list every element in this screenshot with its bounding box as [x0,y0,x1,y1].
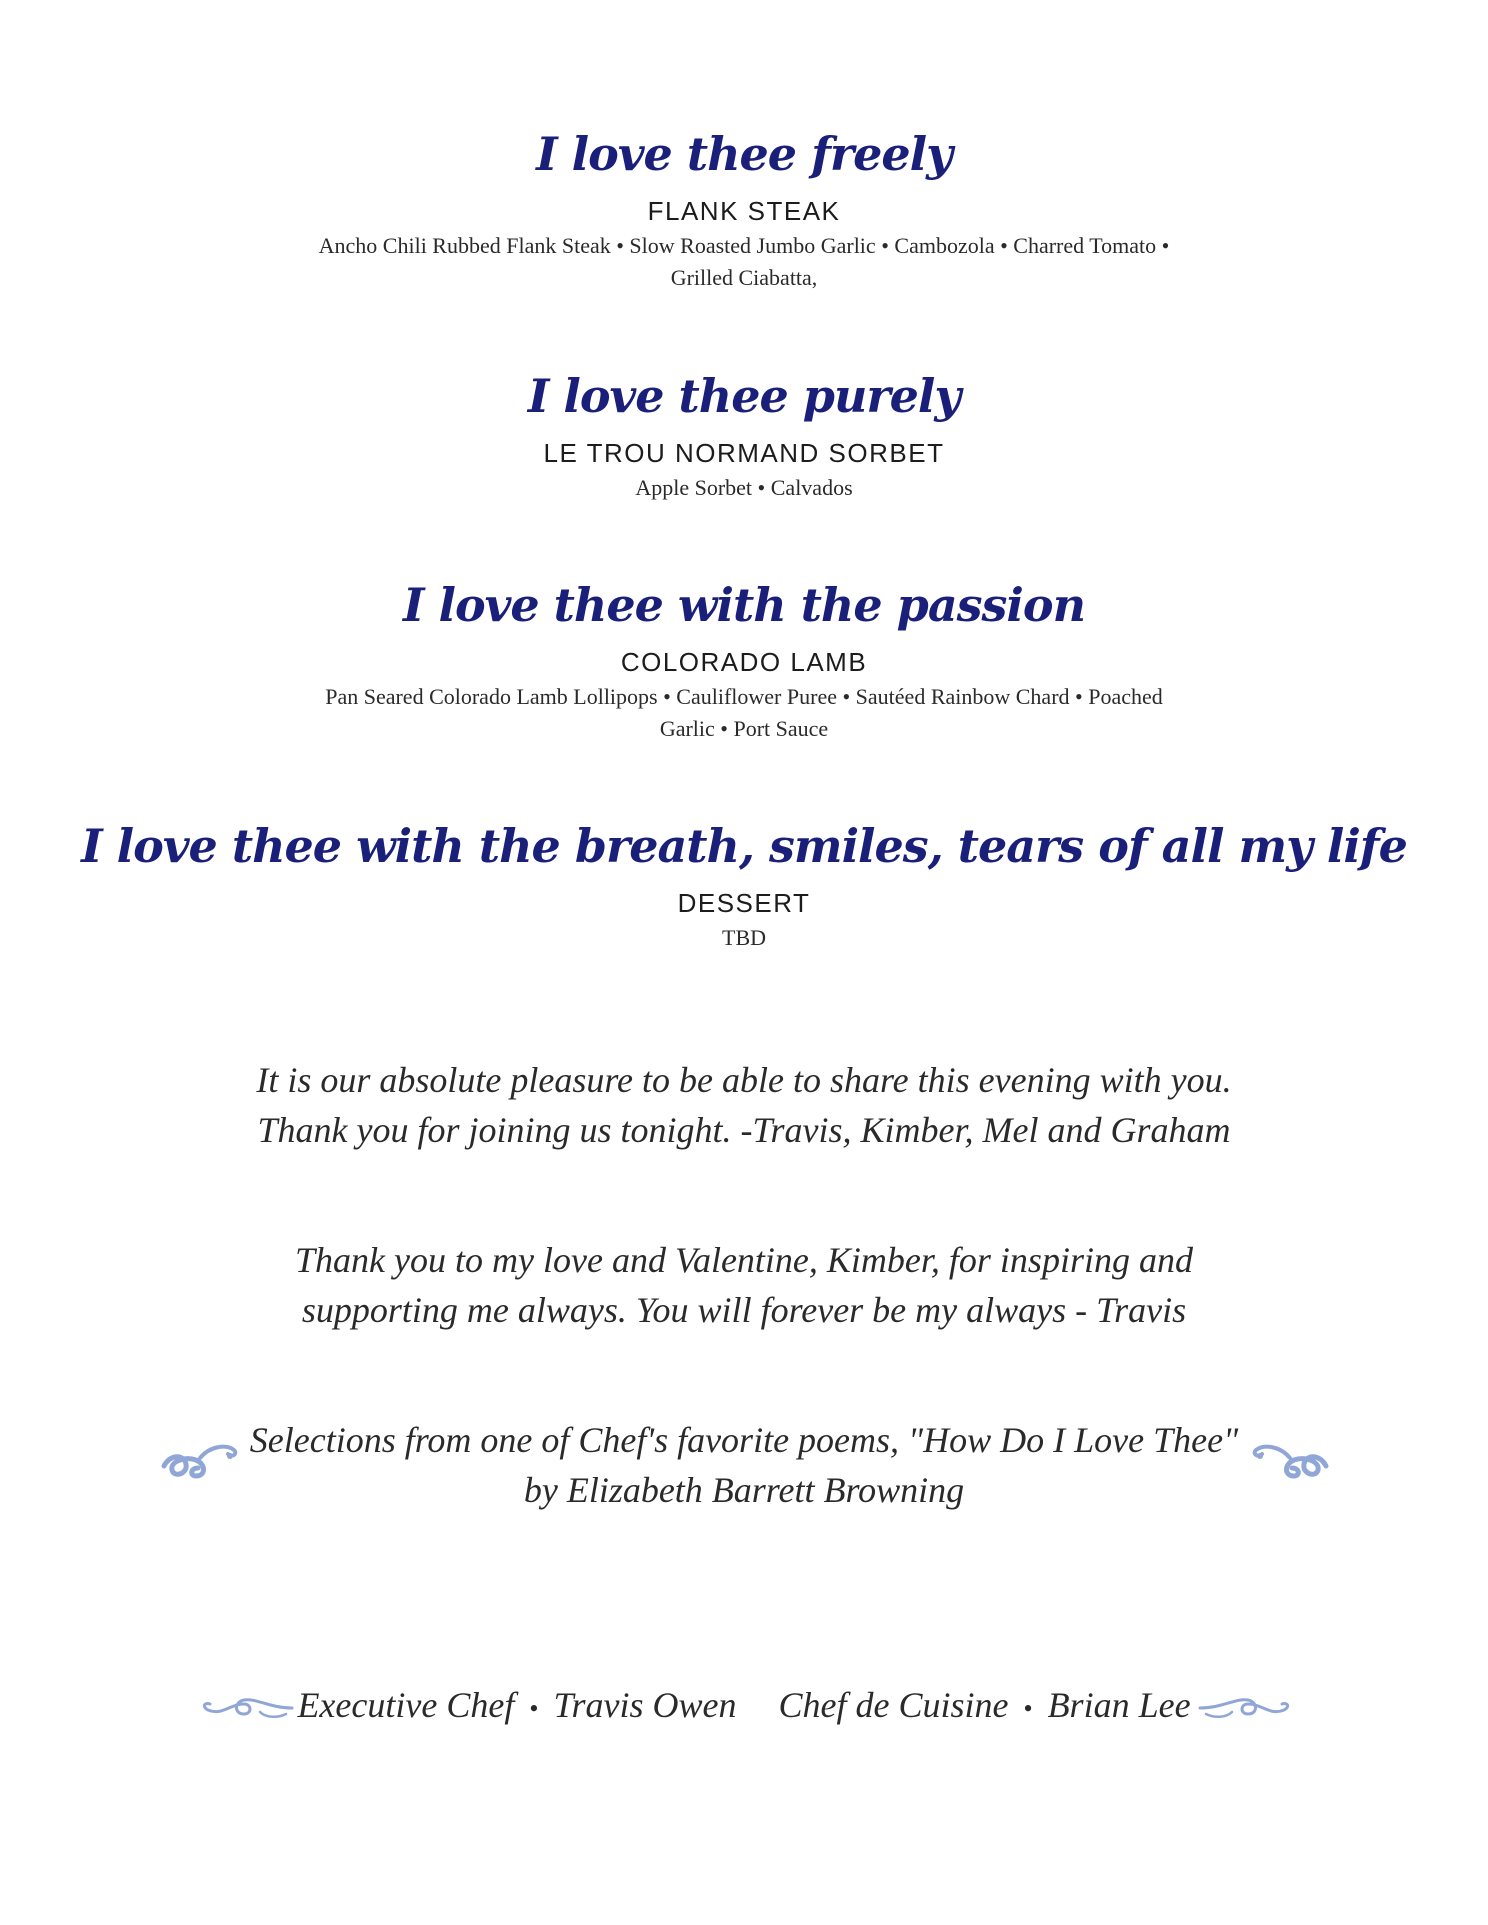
dish-description-line1: Pan Seared Colorado Lamb Lollipops • Cauliflower Puree • Sautéed Rainbow Chard • Poached [325,684,1163,709]
right-flourish-icon [1248,1436,1330,1482]
welcome-note [0,1055,1488,1155]
dedication-note [0,1235,1488,1335]
executive-chef-name: Travis Owen [553,1685,737,1725]
course-sorbet [0,368,1488,504]
separator-bullet: • [1023,1694,1033,1723]
dish-name: DESSERT [677,888,811,918]
chef-de-cuisine-name: Brian Lee [1047,1685,1191,1725]
verse-title: I love thee freely [536,127,952,181]
verse-title: I love thee with the passion [402,578,1086,632]
separator-bullet: • [529,1694,539,1723]
welcome-line2: Thank you for joining us tonight. -Travis, Kimber, Mel and Graham [257,1110,1231,1150]
verse-title: I love thee purely [527,369,961,423]
dedication-line1: Thank you to my love and Valentine, Kimber, for inspiring and [295,1240,1193,1280]
poem-line2: by Elizabeth Barrett Browning [523,1470,965,1510]
chef-credits [0,1680,1488,1734]
course-dessert [0,818,1488,954]
poem-line1: Selections from one of Chef's favorite poems, "How Do I Love Thee" [249,1420,1239,1460]
welcome-line1: It is our absolute pleasure to be able to share this evening with you. [256,1060,1232,1100]
executive-chef-title: Executive Chef [297,1685,515,1725]
course-flank-steak [0,126,1488,294]
dish-description-line2: Garlic • Port Sauce [659,716,829,741]
dish-description-line2: Grilled Ciabatta, [670,265,818,290]
dedication-line2: supporting me always. You will forever be my always - Travis [301,1290,1187,1330]
verse-title: I love thee with the breath, smiles, tears of all my life [81,819,1407,873]
course-colorado-lamb [0,577,1488,745]
dish-name: COLORADO LAMB [620,647,868,677]
dish-description-line1: Apple Sorbet • Calvados [635,475,853,500]
chef-de-cuisine-title: Chef de Cuisine [778,1685,1009,1725]
dish-name: FLANK STEAK [647,196,841,226]
dish-description-line1: Ancho Chili Rubbed Flank Steak • Slow Roasted Jumbo Garlic • Cambozola • Charred Tomato • [318,233,1170,258]
left-flourish-icon [160,1436,242,1482]
dish-name: LE TROU NORMAND SORBET [543,438,945,468]
dish-description-line1: TBD [722,925,766,950]
